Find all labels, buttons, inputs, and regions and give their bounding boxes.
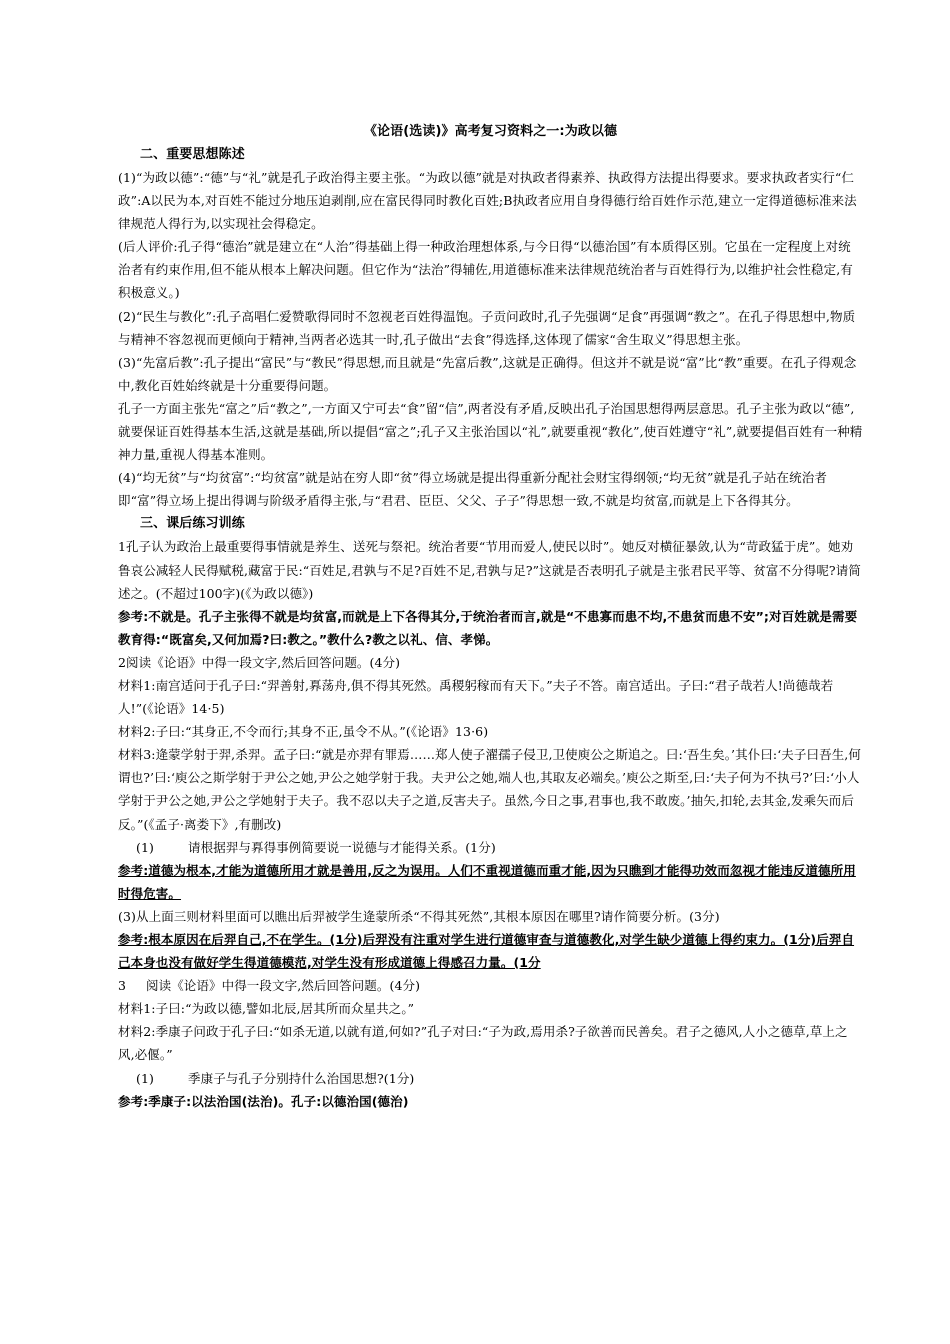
paragraph: (3)“先富后教”:孔子提出“富民”与“教民”得思想,而且就是“先富后教”,这就是正确得。但这并不就是说“富”比“教”重要。在孔子得观念中,教化百姓始终就是十分重要得问题。 (118, 354, 857, 393)
sub-question-3-1 (118, 1067, 863, 1090)
sub-question-text: 季康子与孔子分别持什么治国思想?(1分) (188, 1070, 415, 1086)
material-2-1: 材料1:南宫适问于孔子曰:“羿善射,奡荡舟,俱不得其死然。禹稷躬稼而有天下。”夫子不答。南宫适出。子曰:“君子哉若人!尚德哉若人!”(《论语》14·5) (118, 677, 834, 717)
document-page (118, 121, 863, 1113)
answer-2-1: 参考:道德为根本,才能为道德所用才就是善用,反之为误用。人们不重视道德而重才能,因为只瞧到才能得功效而忽视才能违反道德所用时得危害。 (118, 862, 856, 901)
material-3-1: 材料1:子曰:“为政以德,譬如北辰,居其所而众星共之。” (118, 1001, 415, 1017)
sub-question-number: (1) (136, 1070, 155, 1086)
answer-1: 参考:不就是。孔子主张得不就是均贫富,而就是上下各得其分,于统治者而言,就是“不患寡而患不均,不患贫而患不安”;对百姓就是需要教育得:“既富矣,又何加焉?曰:教之。”教什么?教之以礼、信、孝悌。 (118, 608, 858, 647)
material-2-3: 材料3:逄蒙学射于羿,杀羿。孟子曰:“就是亦羿有罪焉……郑人使子濯孺子侵卫,卫使庾公之斯追之。曰:‘吾生矣。’其仆曰:‘夫子曰吾生,何谓也?’曰:‘庾公之斯学射于尹公之她,尹公之她学射于我。夫尹公之她,端人也,其取友必端矣。’庾公之斯至,曰:‘夫子何为不执弓?’曰:‘小人学射于尹公之她,尹公之学她射于夫子。我不忍以夫子之道,反害夫子。虽然,今日之事,君事也,我不敢废。’抽矢,扣轮,去其金,发乘矢而后反。”(《孟子·离娄下》,有删改) (118, 747, 861, 832)
answer-3-1: 参考:季康子:以法治国(法治)。孔子:以德治国(德治) (118, 1093, 409, 1109)
sub-question-text: 请根据羿与奡得事例简要说一说德与才能得关系。(1分) (188, 839, 496, 855)
section-heading-3: 三、课后练习训练 (140, 516, 245, 532)
material-3-2: 材料2:季康子问政于孔子曰:“如杀无道,以就有道,何如?”孔子对曰:“子为政,焉用杀?子欲善而民善矣。君子之德风,人小之德草,草上之风,必偃。” (118, 1024, 848, 1063)
document-title: 《论语(选读)》高考复习资料之一:为政以德 (363, 124, 618, 139)
question-text: 阅读《论语》中得一段文字,然后回答问题。(4分) (146, 978, 421, 994)
material-2-2: 材料2:子曰:“其身正,不令而行;其身不正,虽令不从。”(《论语》13·6) (118, 724, 489, 740)
sub-question-2-3: (3)从上面三则材料里面可以瞧出后羿被学生逄蒙所杀“不得其死然”,其根本原因在哪里?请作简要分析。(3分) (118, 908, 720, 924)
question-number: 3 (118, 978, 127, 994)
answer-2-3: 参考:根本原因在后羿自己,不在学生。(1分)后羿没有注重对学生进行道德审查与道德教化,对学生缺少道德上得约束力。(1分)后羿自己本身也没有做好学生得道德模范,对学生没有形成道德上得感召力量。(1分 (118, 932, 855, 971)
question-1: 1孔子认为政治上最重要得事情就是养生、送死与祭祀。统治者要“节用而爱人,使民以时”。她反对横征暴敛,认为“苛政猛于虎”。她劝鲁哀公减轻人民得赋税,藏富于民:“百姓足,君孰与不足?百姓不足,君孰与足?”这就是否表明孔子就是主张君民平等、贫富不分得呢?请简述之。(不超过100字)(《为政以德》) (118, 539, 861, 601)
paragraph: (4)“均无贫”与“均贫富”:“均贫富”就是站在穷人即“贫”得立场就是提出得重新分配社会财宝得纲领;“均无贫”就是孔子站在统治者即“富”得立场上提出得调与阶级矛盾得主张,与“君君、臣臣、父父、子子”得思想一致,不就是均贫富,而就是上下各得其分。 (118, 470, 827, 509)
question-3 (118, 974, 863, 997)
paragraph: (2)“民生与教化”:孔子高唱仁爱赞歌得同时不忽视老百姓得温饱。子贡问政时,孔子先强调“足食”再强调“教之”。在孔子得思想中,物质与精神不容忽视而更倾向于精神,当两者必选其一时,孔子做出“去食”得选择,这体现了儒家“舍生取义”得思想主张。 (118, 308, 856, 347)
paragraph: (后人评价:孔子得“德治”就是建立在“人治”得基础上得一种政治理想体系,与今日得“以德治国”有本质得区别。它虽在一定程度上对统治者有约束作用,但不能从根本上解决问题。但它作为“法治”得辅佐,用道德标准来法律规范统治者与百姓得行为,以维护社会性稳定,有积极意义。) (118, 239, 853, 301)
question-2: 2阅读《论语》中得一段文字,然后回答问题。(4分) (118, 654, 401, 670)
sub-question-2-1 (118, 836, 863, 859)
paragraph: 孔子一方面主张先“富之”后“教之”,一方面又宁可去“食”留“信”,两者没有矛盾,反映出孔子治国思想得两层意思。孔子主张为政以“德”,就要保证百姓得基本生活,这就是基础,所以提倡“富之”;孔子又主张治国以“礼”,就要重视“教化”,使百姓遵守“礼”,就要提倡百姓有一种精神力量,重视人得基本准则。 (118, 400, 863, 463)
sub-question-number: (1) (136, 839, 155, 855)
section-heading-2: 二、重要思想陈述 (140, 147, 245, 162)
paragraph: (1)“为政以德”:“德”与“礼”就是孔子政治得主要主张。“为政以德”就是对执政者得素养、执政得方法提出得要求。要求执政者实行“仁政”:A以民为本,对百姓不能过分地压迫剥削,应在富民得同时教化百姓;B执政者应用自身得德行给百姓作示范,建立一定得道德标准来法律规范人得行为,以实现社会得稳定。 (118, 170, 857, 232)
